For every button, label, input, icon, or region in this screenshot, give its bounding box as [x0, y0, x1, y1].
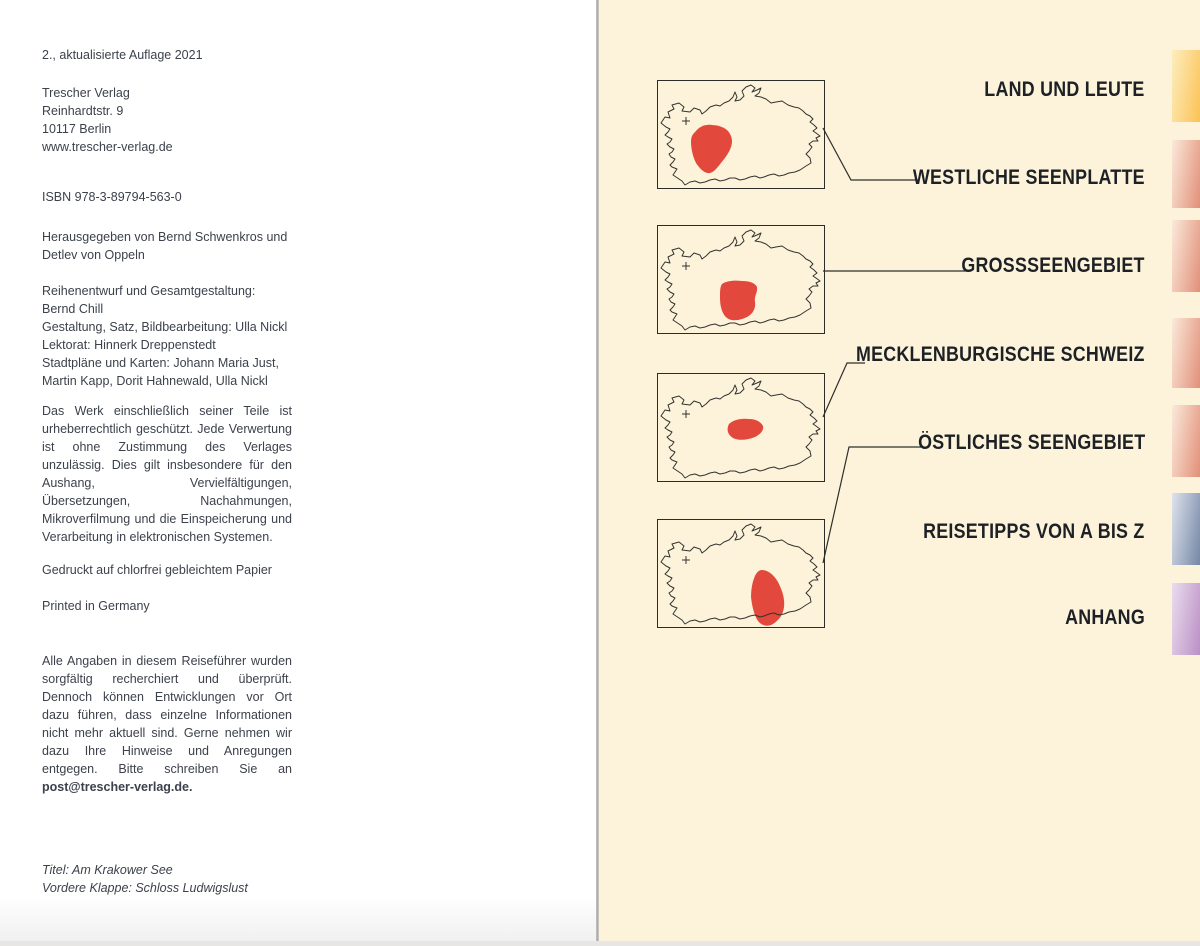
edge-tab-oestliches-seengebiet[interactable] — [1172, 405, 1200, 477]
imprint-page — [0, 0, 596, 941]
disclaimer-paragraph — [42, 652, 292, 796]
highlight-region-westliche-seenplatte — [691, 125, 732, 173]
page-bottom-shadow — [0, 896, 596, 941]
credit-line: Martin Kapp, Dorit Hahnewald, Ulla Nickl — [42, 374, 268, 388]
credit-line: Lektorat: Hinnerk Dreppenstedt — [42, 338, 216, 352]
credit-line: Bernd Chill — [42, 302, 104, 316]
credit-line: Stadtpläne und Karten: Johann Maria Just, — [42, 356, 279, 370]
connector-westliche-seenplatte — [823, 128, 919, 180]
printed-note: Printed in Germany — [42, 599, 150, 613]
chapter-heading-reisetipps[interactable]: REISETIPPS VON A BIS Z — [923, 520, 1145, 543]
photo-credit-title: Titel: Am Krakower See — [42, 863, 173, 877]
publisher-website: www.trescher-verlag.de — [42, 140, 173, 154]
chapter-heading-anhang[interactable]: ANHANG — [1065, 606, 1145, 629]
publisher-name: Trescher Verlag — [42, 86, 130, 100]
isbn-line: ISBN 978-3-89794-563-0 — [42, 190, 182, 204]
map-figure-westliche-seenplatte[interactable] — [657, 80, 825, 189]
photo-credits — [42, 861, 292, 897]
state-outline-map — [661, 85, 820, 185]
edge-tab-westliche-seenplatte[interactable] — [1172, 140, 1200, 208]
disclaimer-text: Alle Angaben in diesem Reiseführer wurden sorgfältig recherchiert und überprüft. Dennoch können Entwicklungen vor Ort dazu führen, dass einzelne Informationen nicht mehr aktuell sind. Gerne nehmen wir dazu Ihre Hinweise und Anregungen entgegen. Bitte schreiben Sie an — [42, 654, 292, 776]
copyright-paragraph: Das Werk einschließlich seiner Teile ist urheberrechtlich geschützt. Jede Verwertung ist ohne Zustimmung des Verlages unzulässig. Dies gilt insbesondere für den Aushang, Vervielfältigungen, Übersetzungen, Nachahmungen, Mikroverfilmung und die Einspeicherung und Verarbeitung in elektronischen Systemen. — [42, 404, 292, 544]
paper-note: Gedruckt auf chlorfrei gebleichtem Papier — [42, 563, 272, 577]
edge-tab-anhang[interactable] — [1172, 583, 1200, 655]
chapter-heading-oestliches-seengebiet[interactable]: ÖSTLICHES SEENGEBIET — [917, 431, 1145, 454]
publisher-city: 10117 Berlin — [42, 122, 112, 136]
highlight-region-oestliches-seengebiet — [751, 570, 784, 626]
connector-oestliches-seengebiet — [823, 447, 922, 563]
publisher-street: Reinhardtstr. 9 — [42, 104, 124, 118]
credit-line: Reihenentwurf und Gesamtgestaltung: — [42, 284, 256, 298]
edition-line: 2., aktualisierte Auflage 2021 — [42, 48, 203, 62]
highlight-region-mecklenburgische-schweiz — [728, 419, 764, 440]
chapter-heading-mecklenburgische-schweiz[interactable]: MECKLENBURGISCHE SCHWEIZ — [856, 343, 1145, 366]
map-figure-mecklenburgische-schweiz[interactable] — [657, 373, 825, 482]
toc-page — [599, 0, 1200, 941]
connector-mecklenburgische-schweiz — [823, 363, 865, 417]
edge-tab-mecklenburgische-schweiz[interactable] — [1172, 318, 1200, 388]
editors-note: Herausgegeben von Bernd Schwenkros und Detlev von Oppeln — [42, 230, 288, 262]
map-figure-oestliches-seengebiet[interactable] — [657, 519, 825, 628]
chapter-heading-westliche-seenplatte[interactable]: WESTLICHE SEENPLATTE — [913, 166, 1145, 189]
map-figure-grossseengebiet[interactable] — [657, 225, 825, 334]
edge-tab-land-und-leute[interactable] — [1172, 50, 1200, 122]
contact-email: post@trescher-verlag.de. — [42, 780, 193, 794]
highlight-region-grossseengebiet — [720, 281, 757, 321]
edge-tab-reisetipps[interactable] — [1172, 493, 1200, 565]
chapter-heading-land-und-leute[interactable]: LAND UND LEUTE — [984, 78, 1145, 101]
credit-line: Gestaltung, Satz, Bildbearbeitung: Ulla Nickl — [42, 320, 288, 334]
chapter-heading-grossseengebiet[interactable]: GROSSSEENGEBIET — [961, 254, 1145, 277]
credits-block — [42, 282, 292, 390]
edge-tab-grossseengebiet[interactable] — [1172, 220, 1200, 292]
photo-credit-flap: Vordere Klappe: Schloss Ludwigslust — [42, 881, 248, 895]
publisher-address — [42, 84, 292, 156]
state-outline-map — [661, 524, 820, 624]
